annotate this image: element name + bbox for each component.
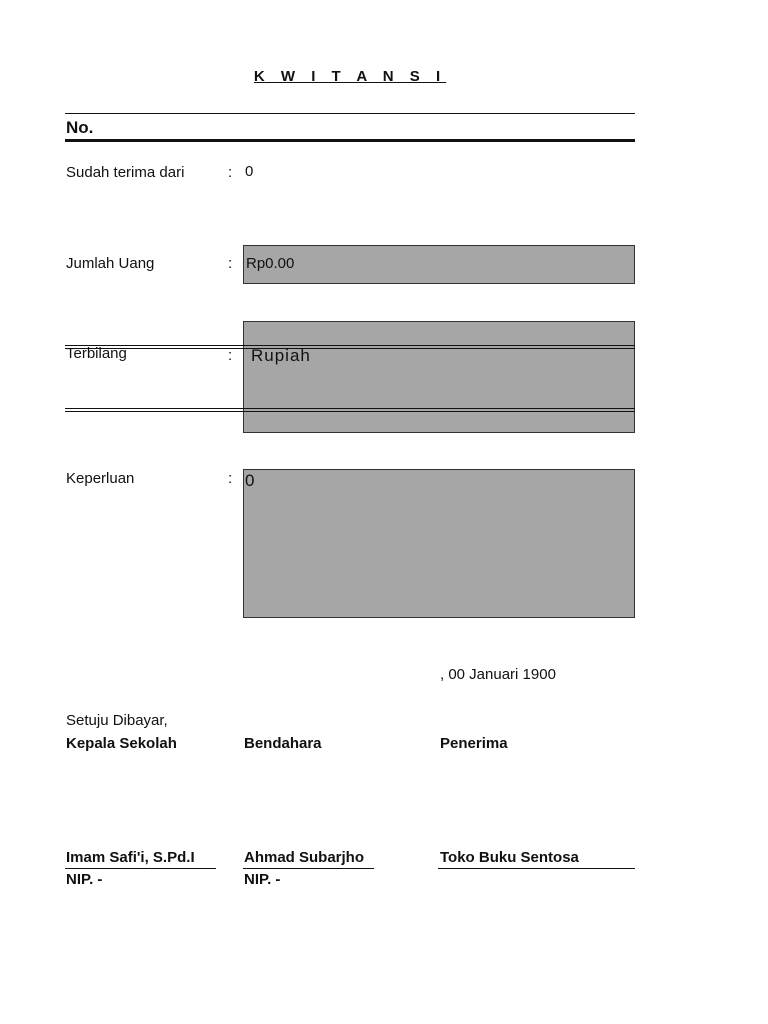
in-words-rule-bottom-1	[65, 408, 635, 409]
nip-treasurer: NIP. -	[244, 871, 281, 888]
signature-line-recipient	[438, 868, 635, 869]
amount-label: Jumlah Uang	[66, 255, 155, 272]
purpose-label: Keperluan	[66, 470, 135, 487]
nip-headmaster: NIP. -	[66, 871, 103, 888]
in-words-label: Terbilang	[66, 345, 127, 362]
name-recipient: Toko Buku Sentosa	[440, 849, 579, 866]
in-words-rule-bottom-2	[65, 411, 635, 412]
received-from-value: 0	[245, 163, 254, 180]
role-headmaster: Kepala Sekolah	[66, 735, 177, 752]
date-line: , 00 Januari 1900	[440, 666, 556, 683]
in-words-box	[243, 321, 635, 433]
in-words-rule-top-2	[65, 348, 635, 349]
top-divider	[65, 113, 635, 114]
in-words-rule-top-1	[65, 345, 635, 346]
amount-value: Rp0.00	[246, 255, 295, 272]
received-from-colon: :	[228, 164, 233, 181]
signature-line-headmaster	[65, 868, 216, 869]
purpose-box	[243, 469, 635, 618]
purpose-colon: :	[228, 470, 233, 487]
amount-box	[243, 245, 635, 284]
receipt-number-label: No.	[66, 118, 94, 137]
purpose-value: 0	[245, 471, 255, 490]
role-recipient: Penerima	[440, 735, 508, 752]
signature-line-treasurer	[243, 868, 374, 869]
name-treasurer: Ahmad Subarjho	[244, 849, 365, 866]
amount-colon: :	[228, 255, 233, 272]
document-title: K W I T A N S I	[253, 68, 447, 85]
received-from-label: Sudah terima dari	[66, 164, 185, 181]
approval-text: Setuju Dibayar,	[66, 712, 168, 729]
number-underline	[65, 139, 635, 142]
name-headmaster: Imam Safi'i, S.Pd.I	[66, 849, 195, 866]
in-words-value: Rupiah	[251, 346, 311, 365]
role-treasurer: Bendahara	[244, 735, 322, 752]
in-words-colon: :	[228, 347, 233, 364]
